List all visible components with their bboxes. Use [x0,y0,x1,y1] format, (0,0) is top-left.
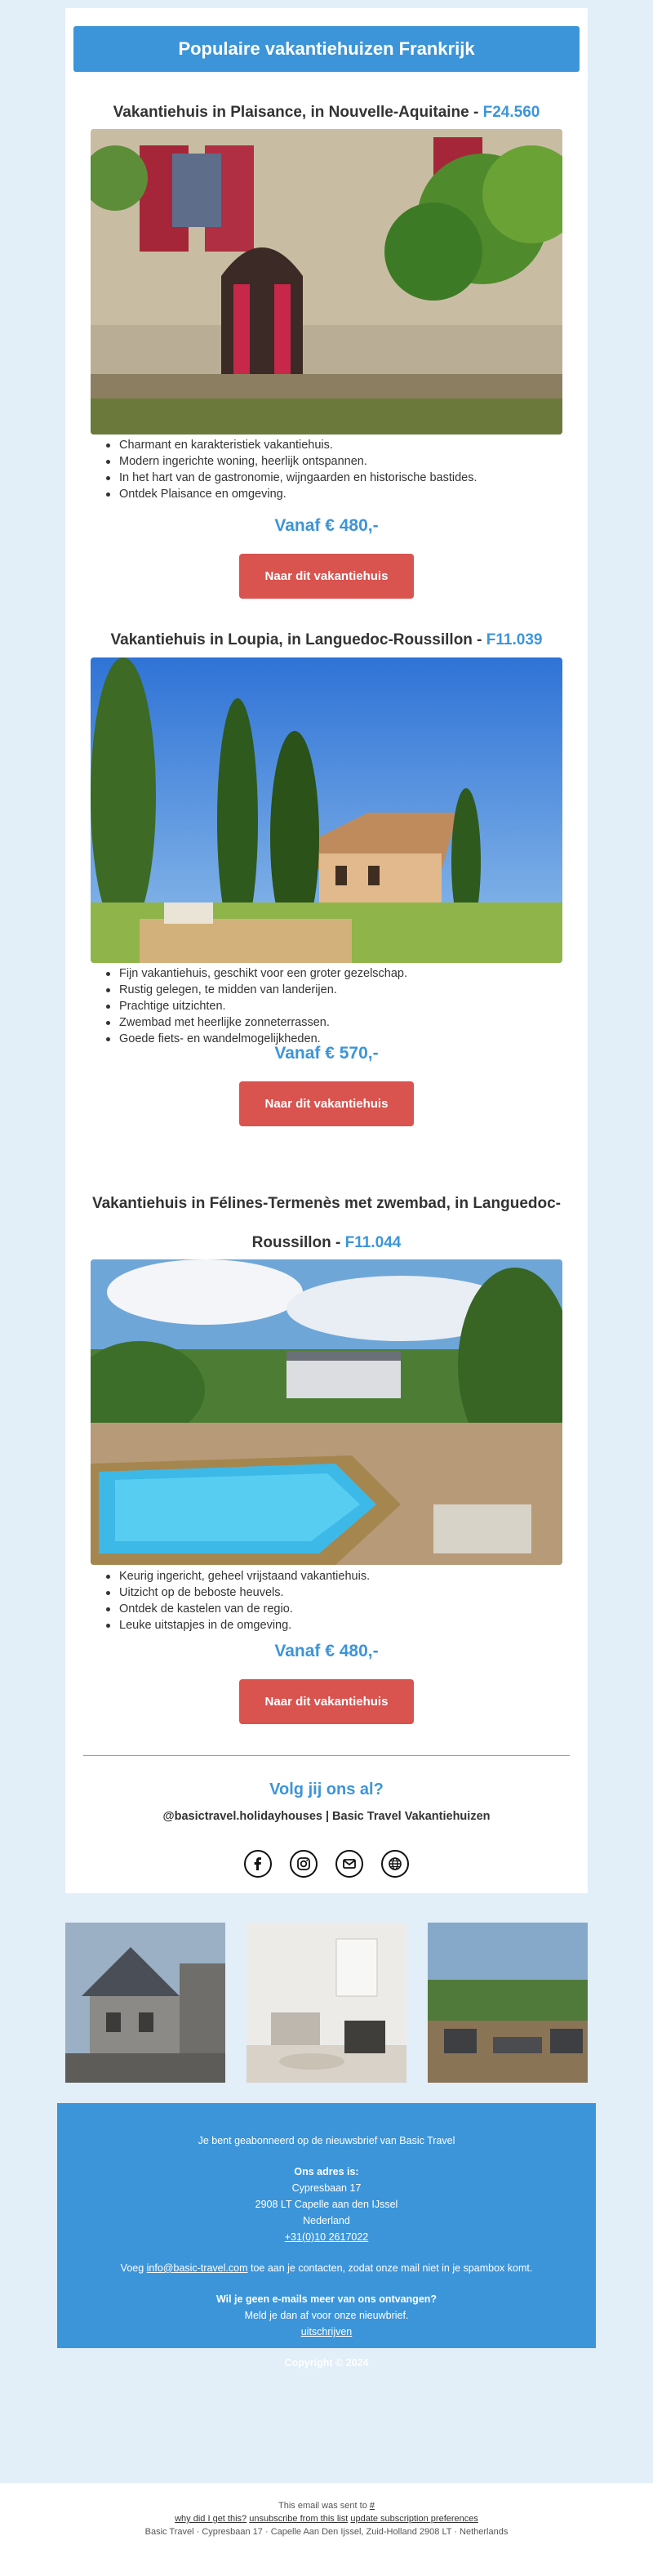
unsubscribe-question: Wil je geen e-mails meer van ons ontvangen? [215,2293,438,2305]
photo-gallery [65,1923,588,2083]
listing-3-features [91,1568,549,1633]
address-line: Nederland [303,2215,350,2226]
list-item: Fijn vakantiehuis, geschikt voor een groter gezelschap. [91,965,549,982]
newsletter-card [65,8,588,1893]
listing-1-code: F24.560 [482,104,540,121]
list-item: Prachtige uitzichten. [91,998,549,1014]
legal-links [0,2512,653,2525]
list-item: Charmant en karakteristiek vakantiehuis. [91,437,549,453]
list-item: Goede fiets- en wandelmogelijkheden. [91,1031,549,1047]
page-title-banner [73,26,580,72]
listing-2-image [91,657,562,963]
listing-1-price: Vanaf € 480,- [274,516,379,535]
unsubscribe-link[interactable]: uitschrijven [300,2326,353,2338]
listing-1-photo[interactable] [91,129,562,435]
globe-icon[interactable] [381,1850,409,1878]
why-link[interactable]: why did I get this? [175,2514,247,2524]
list-item: Keurig ingericht, geheel vrijstaand vakantiehuis. [91,1568,549,1584]
list-item: Ontdek de kastelen van de regio. [91,1601,549,1617]
address-line: Cypresbaan 17 [291,2182,362,2194]
instagram-icon[interactable] [290,1850,318,1878]
unsubscribe-text: Meld je dan af voor onze nieuwbrief. [244,2310,409,2321]
list-item: Zwembad met heerlijke zonneterrassen. [91,1014,549,1031]
contact-email-link[interactable]: info@basic-travel.com [146,2262,248,2274]
copyright: Copyright © 2024 [284,2357,369,2369]
listing-3-cta-button[interactable]: Naar dit vakantiehuis [239,1679,414,1724]
add-contact-text: Voeg info@basic-travel.com toe aan je contacten, zodat onze mail niet in je spambox komt. [120,2262,533,2274]
listing-1-image [91,129,562,435]
legal-footer [0,2483,653,2576]
listing-3-image [91,1259,562,1565]
listing-3-code: F11.044 [344,1234,402,1251]
gallery-photo-1[interactable] [65,1923,225,2083]
legal-address: Basic Travel · Cypresbaan 17 · Capelle Aan Den Ijssel, Zuid-Holland 2908 LT · Netherlands [144,2527,509,2537]
listing-2-title: Vakantiehuis in Loupia, in Languedoc-Roussillon - F11.039 [110,631,543,648]
list-item: Rustig gelegen, te midden van landerijen. [91,982,549,998]
listing-3-price: Vanaf € 480,- [274,1642,379,1660]
follow-handles: @basictravel.holidayhouses | Basic Travel Vakantiehuizen [162,1810,491,1823]
listing-1-features [91,437,549,502]
list-item: In het hart van de gastronomie, wijngaarden en historische bastides. [91,470,549,486]
page-title: Populaire vakantiehuizen Frankrijk [178,38,475,59]
mail-icon[interactable] [335,1850,363,1878]
gallery-photo-3[interactable] [428,1923,588,2083]
follow-title: Volg jij ons al? [269,1780,384,1798]
listing-3-photo[interactable] [91,1259,562,1565]
listing-2-price: Vanaf € 570,- [274,1044,379,1063]
listing-1-cta-button[interactable]: Naar dit vakantiehuis [239,554,414,599]
address-heading: Ons adres is: [294,2166,359,2177]
update-preferences-link[interactable]: update subscription preferences [350,2514,478,2524]
address-line: 2908 LT Capelle aan den IJssel [255,2199,398,2210]
social-links [65,1850,588,1878]
sent-to-line: This email was sent to # [278,2501,375,2511]
sent-to-link[interactable]: # [369,2501,375,2511]
subscribed-text: Je bent geabonneerd op de nieuwsbrief van Basic Travel [198,2135,455,2146]
listing-2-code: F11.039 [486,631,543,648]
list-item: Modern ingerichte woning, heerlijk ontspannen. [91,453,549,470]
listing-1-title: Vakantiehuis in Plaisance, in Nouvelle-Aquitaine - F24.560 [113,104,540,121]
gallery-photo-2[interactable] [247,1923,406,2083]
listing-3-title: Vakantiehuis in Félines-Termenès met zwembad, in Languedoc- Roussillon - F11.044 [91,1195,561,1251]
unsubscribe-list-link[interactable]: unsubscribe from this list [249,2514,349,2524]
list-item: Ontdek Plaisance en omgeving. [91,486,549,502]
listing-2-photo[interactable] [91,657,562,963]
divider [83,1755,570,1756]
phone-link[interactable]: +31(0)10 2617022 [284,2231,369,2243]
facebook-icon[interactable] [244,1850,272,1878]
listing-2-cta-button[interactable]: Naar dit vakantiehuis [239,1081,414,1126]
list-item: Leuke uitstapjes in de omgeving. [91,1617,549,1633]
footer [57,2103,596,2369]
list-item: Uitzicht op de beboste heuvels. [91,1584,549,1601]
listing-2-features [91,965,549,1047]
